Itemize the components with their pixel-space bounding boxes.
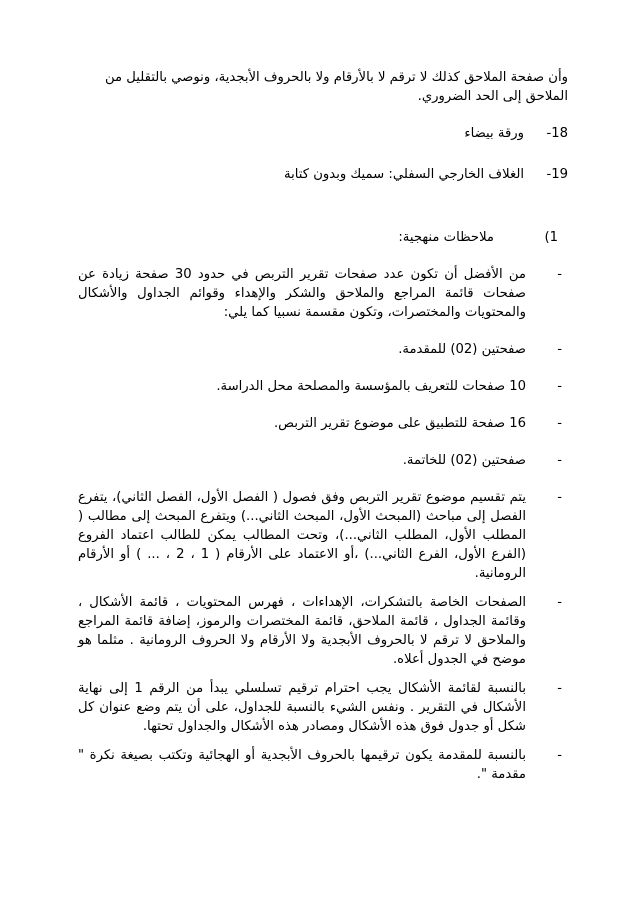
bullet-text: صفحتين (02) للمقدمة. xyxy=(398,342,526,357)
bullet-text: يتم تقسيم موضوع تقرير التربص وفق فصول ( الفصل الأول، الفصل الثاني)، يتفرع الفصل إلى مباحث (المبحث الأول، المبحث الثاني...) ويتفرع المبحث إلى مطالب ( المطلب الأول، المطلب الثاني...)، وتحت المطالب يمكن للطالب اعتماد الفروع (الفرع الأول، الفرع الثاني...) ،أو الاعتماد على الأرقام ( 1 ، 2 ، ... ) أو الأرقام الرومانية. xyxy=(78,490,526,581)
bullet-text: من الأفضل أن تكون عدد صفحات تقرير التربص في حدود 30 صفحة زيادة عن صفحات قائمة المراجع والملاحق والشكر والإهداء وقوائم الجداول والأشكال والمحتويات والمختصرات، وتكون مقسمة نسبيا كما يلي: xyxy=(78,267,526,320)
bullet-text: بالنسبة لقائمة الأشكال يجب احترام ترقيم تسلسلي يبدأ من الرقم 1 إلى نهاية الأشكال في التقرير . ونفس الشيء بالنسبة للجداول، على أن يتم وضع عنوان كل شكل أو جدول فوق هذه الأشكال ومصادر هذه الأشكال والجداول تحتها. xyxy=(78,681,526,734)
bullet-dash: - xyxy=(557,748,562,763)
item-number: -19 xyxy=(546,167,568,182)
bullet-item xyxy=(78,488,568,583)
bullet-item xyxy=(78,679,568,736)
bullet-item xyxy=(78,265,568,322)
bullet-item xyxy=(78,746,568,784)
bullet-text: صفحتين (02) للخاتمة. xyxy=(402,453,526,468)
bullet-dash: - xyxy=(557,490,562,505)
section-title: ملاحظات منهجية: xyxy=(398,230,494,245)
document-page xyxy=(78,68,568,784)
bullet-dash: - xyxy=(557,416,562,431)
bullet-dash: - xyxy=(557,453,562,468)
numbered-item xyxy=(78,124,568,143)
bullet-item xyxy=(78,593,568,669)
section-number: 1) xyxy=(544,230,558,245)
bullet-item xyxy=(78,451,568,470)
intro-line-2: الملاحق إلى الحد الضروري. xyxy=(417,89,568,104)
bullet-dash: - xyxy=(557,342,562,357)
bullet-text: بالنسبة للمقدمة يكون ترقيمها بالحروف الأبجدية أو الهجائية وتكتب بصيغة نكرة " مقدمة ". xyxy=(78,748,526,782)
intro-line-1: وأن صفحة الملاحق كذلك لا ترقم لا بالأرقام ولا بالحروف الأبجدية، ونوصي بالتقليل من xyxy=(105,70,568,85)
bullet-text: 10 صفحات للتعريف بالمؤسسة والمصلحة محل الدراسة. xyxy=(216,379,526,394)
numbered-item xyxy=(78,165,568,184)
section-heading xyxy=(78,228,568,247)
intro-paragraph xyxy=(78,68,568,106)
bullet-item xyxy=(78,377,568,396)
bullet-dash: - xyxy=(557,379,562,394)
bullet-dash: - xyxy=(557,681,562,696)
bullet-item xyxy=(78,340,568,359)
bullet-dash: - xyxy=(557,595,562,610)
bullet-text: الصفحات الخاصة بالتشكرات، الإهداءات ، فهرس المحتويات ، قائمة الأشكال ، وقائمة الجداول ، قائمة الملاحق، قائمة المختصرات والرموز، إضافة قائمة المراجع والملاحق لا ترقم لا بالحروف الأبجدية ولا الأرقام ولا الحروف الرومانية . مثلما هو موضح في الجدول أعلاه. xyxy=(78,595,526,667)
item-text: ورقة بيضاء xyxy=(464,126,524,141)
bullet-dash: - xyxy=(557,267,562,282)
bullet-text: 16 صفحة للتطبيق على موضوع تقرير التربص. xyxy=(273,416,526,431)
item-text: الغلاف الخارجي السفلي: سميك وبدون كتابة xyxy=(284,167,524,182)
item-number: -18 xyxy=(546,126,568,141)
bullet-item xyxy=(78,414,568,433)
